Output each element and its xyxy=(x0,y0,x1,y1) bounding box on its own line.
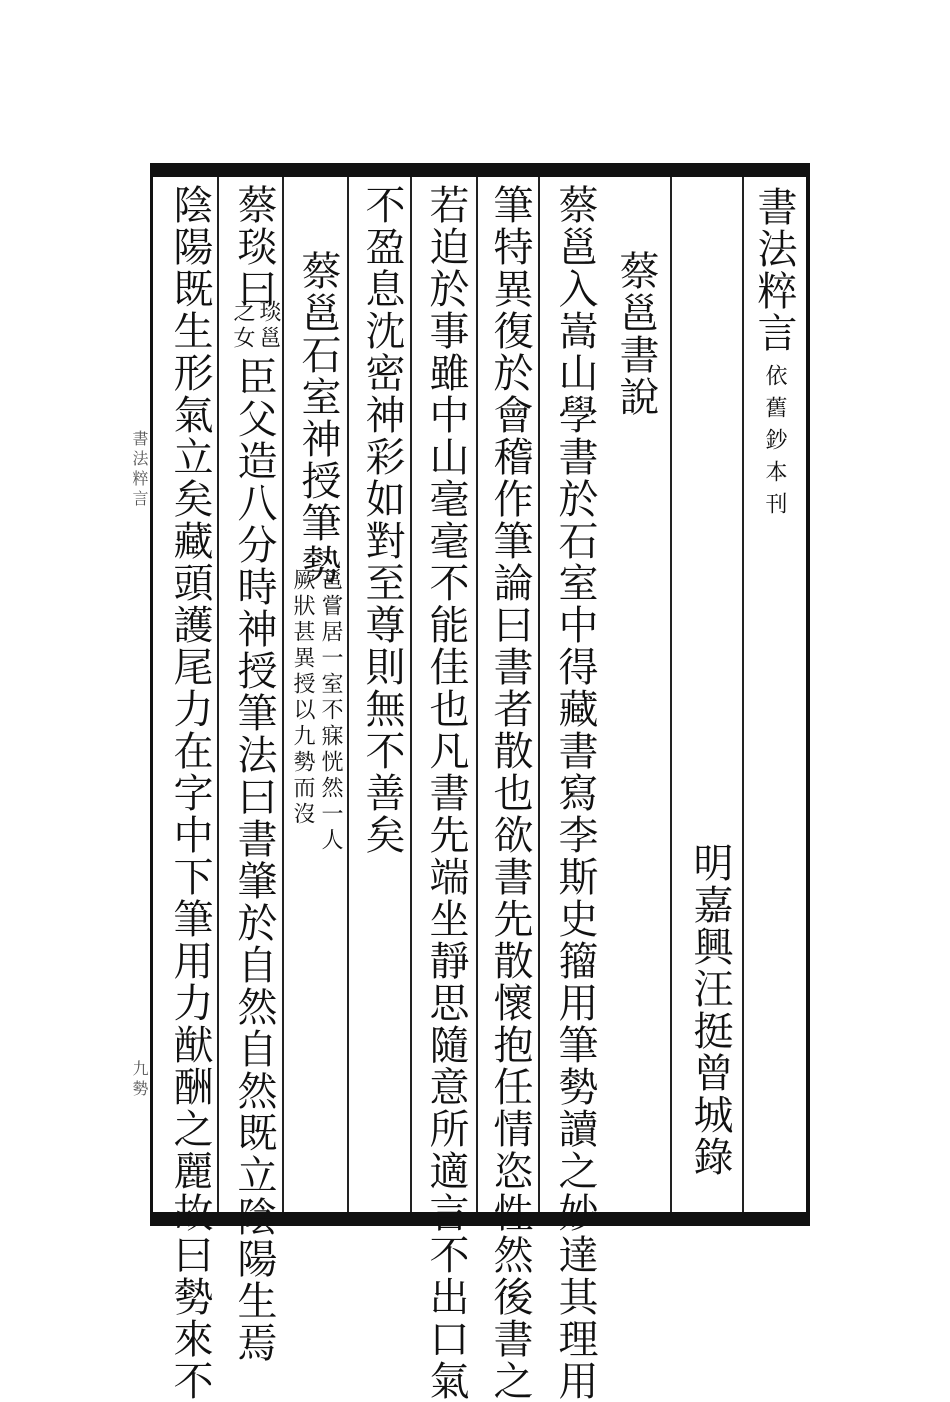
text-column-3: 若迫於事雖中山毫毫不能佳也凡書先端坐靜思隨意所適言不出口氣 xyxy=(423,184,469,1402)
text-column-6-head: 蔡琰曰 xyxy=(231,184,277,310)
annotation-right: 琰邕 xyxy=(256,300,281,352)
annotation-left: 厥狀甚異授以九勢而沒 xyxy=(290,568,315,828)
text-column-6-rest: 臣父造八分時神授筆法曰書肇於自然自然既立陰陽生焉 xyxy=(231,356,277,1364)
edition-note: 依舊鈔本刊 xyxy=(762,364,787,524)
book-title-column xyxy=(752,186,796,524)
column-divider xyxy=(538,177,540,1212)
column-divider xyxy=(670,177,672,1212)
margin-fragment-top: 書法粹言 xyxy=(130,430,149,510)
column-divider xyxy=(410,177,412,1212)
column-divider xyxy=(282,177,284,1212)
column-divider xyxy=(476,177,478,1212)
author-line: 明嘉興汪挺曾城錄 xyxy=(687,842,733,1178)
margin-fragment-bottom: 九勢 xyxy=(130,1060,149,1100)
book-title: 書法粹言 xyxy=(751,186,797,354)
text-column-1: 蔡邕入嵩山學書於石室中得藏書寫李斯史籀用筆勢讀之妙達其理用 xyxy=(552,184,598,1402)
subsection-title: 蔡邕石室神授筆勢 xyxy=(295,250,341,586)
text-column-4: 不盈息沈密神彩如對至尊則無不善矣 xyxy=(359,184,405,856)
annotation-right: 邕嘗居一室不寐恍然一人 xyxy=(318,568,343,854)
text-column-7: 陰陽既生形氣立矣藏頭護尾力在字中下筆用力猷酬之麗故曰勢來不 xyxy=(167,184,213,1402)
right-border xyxy=(806,163,810,1226)
section-title: 蔡邕書說 xyxy=(613,250,659,418)
column-divider xyxy=(742,177,744,1212)
text-column-2: 筆特異復於會稽作筆論曰書者散也欲書先散懷抱任情恣性然後書之 xyxy=(487,184,533,1402)
column-divider xyxy=(347,177,349,1212)
top-border xyxy=(150,163,810,177)
column-divider xyxy=(217,177,219,1212)
annotation-left: 之女 xyxy=(230,300,255,352)
